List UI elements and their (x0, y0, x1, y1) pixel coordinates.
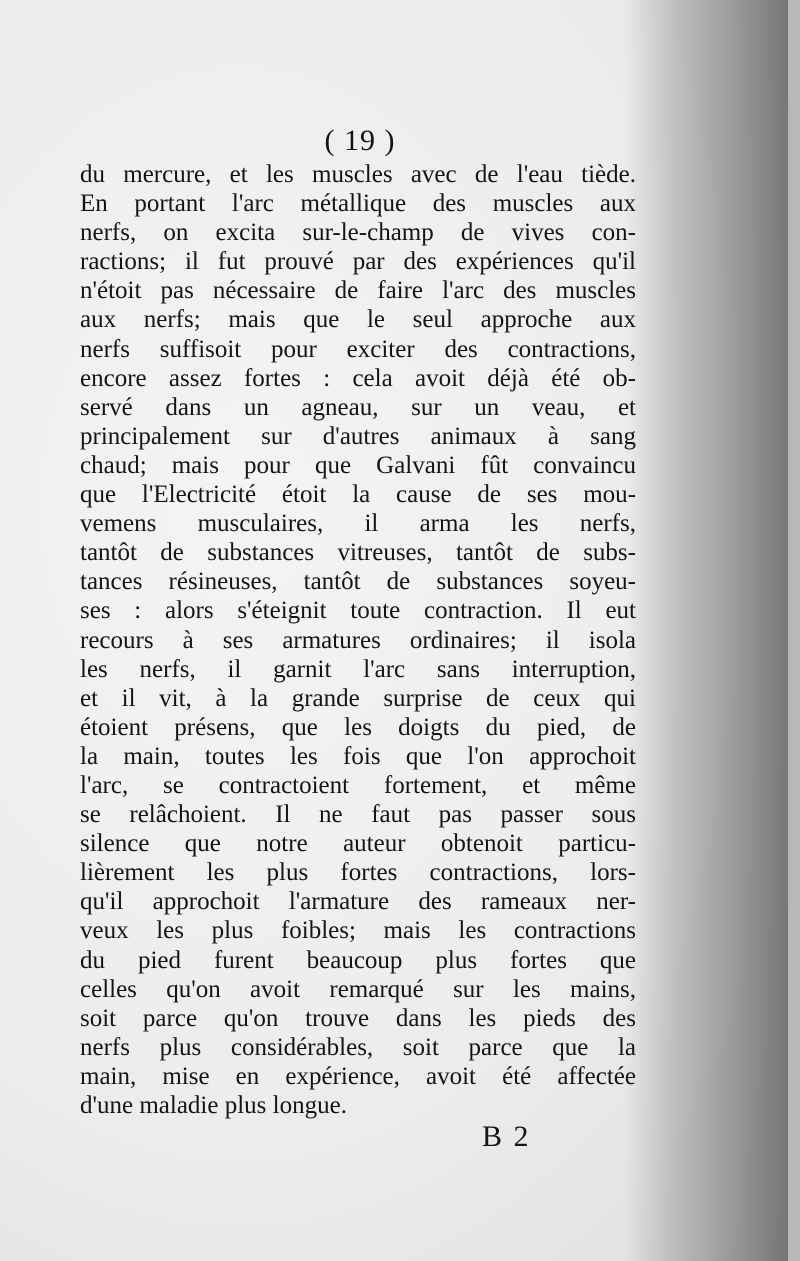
text-line: chaud; mais pour que Galvani fût convaincu (80, 451, 636, 479)
signature-mark: B 2 (482, 1120, 531, 1153)
text-line: En portant l'arc métallique des muscles aux (80, 190, 636, 218)
text-line: la main, toutes les fois que l'on approchoit (80, 742, 636, 770)
text-line: qu'il approchoit l'armature des rameaux ner- (80, 888, 636, 916)
text-line: nerfs plus considérables, soit parce que la (80, 1033, 636, 1061)
text-line: aux nerfs; mais que le seul approche aux (80, 306, 636, 334)
text-line: recours à ses armatures ordinaires; il isola (80, 626, 636, 654)
text-line: l'arc, se contractoient fortement, et même (80, 771, 636, 799)
text-line: du pied furent beaucoup plus fortes que (80, 946, 636, 974)
text-line: tances résineuses, tantôt de substances soyeu- (80, 568, 636, 596)
text-line: du mercure, et les muscles avec de l'eau tiède. (80, 161, 636, 188)
text-line: et il vit, à la grande surprise de ceux qui (80, 684, 636, 712)
text-line: tantôt de substances vitreuses, tantôt de subs- (80, 539, 636, 567)
text-line: les nerfs, il garnit l'arc sans interruption, (80, 655, 636, 683)
text-line: étoient présens, que les doigts du pied, de (80, 713, 636, 741)
text-line: vemens musculaires, il arma les nerfs, (80, 510, 636, 538)
text-line: principalement sur d'autres animaux à sang (80, 422, 636, 450)
body-text (80, 160, 636, 1120)
text-line: main, mise en expérience, avoit été affectée (80, 1062, 636, 1090)
text-line: soit parce qu'on trouve dans les pieds des (80, 1004, 636, 1032)
page-edge-line (783, 0, 786, 1261)
text-line: silence que notre auteur obtenoit particu- (80, 830, 636, 858)
text-line: nerfs, on excita sur-le-champ de vives con- (80, 219, 636, 247)
page-number: ( 19 ) (324, 124, 396, 157)
text-line: veux les plus foibles; mais les contractions (80, 917, 636, 945)
text-line: n'étoit pas nécessaire de faire l'arc des muscles (80, 277, 636, 305)
text-line: lièrement les plus fortes contractions, lors- (80, 859, 636, 887)
text-line: ses : alors s'éteignit toute contraction. Il eut (80, 597, 636, 625)
text-line: servé dans un agneau, sur un veau, et (80, 393, 636, 421)
page-edge-shadow (788, 0, 800, 1261)
text-line: se relâchoient. Il ne faut pas passer sous (80, 801, 636, 829)
text-line: que l'Electricité étoit la cause de ses mou- (80, 481, 636, 509)
text-line: celles qu'on avoit remarqué sur les mains, (80, 975, 636, 1003)
text-line: encore assez fortes : cela avoit déjà été ob- (80, 364, 636, 392)
text-line: nerfs suffisoit pour exciter des contractions, (80, 335, 636, 363)
text-line: ractions; il fut prouvé par des expériences qu'il (80, 248, 636, 276)
text-line: d'une maladie plus longue. (80, 1092, 347, 1119)
